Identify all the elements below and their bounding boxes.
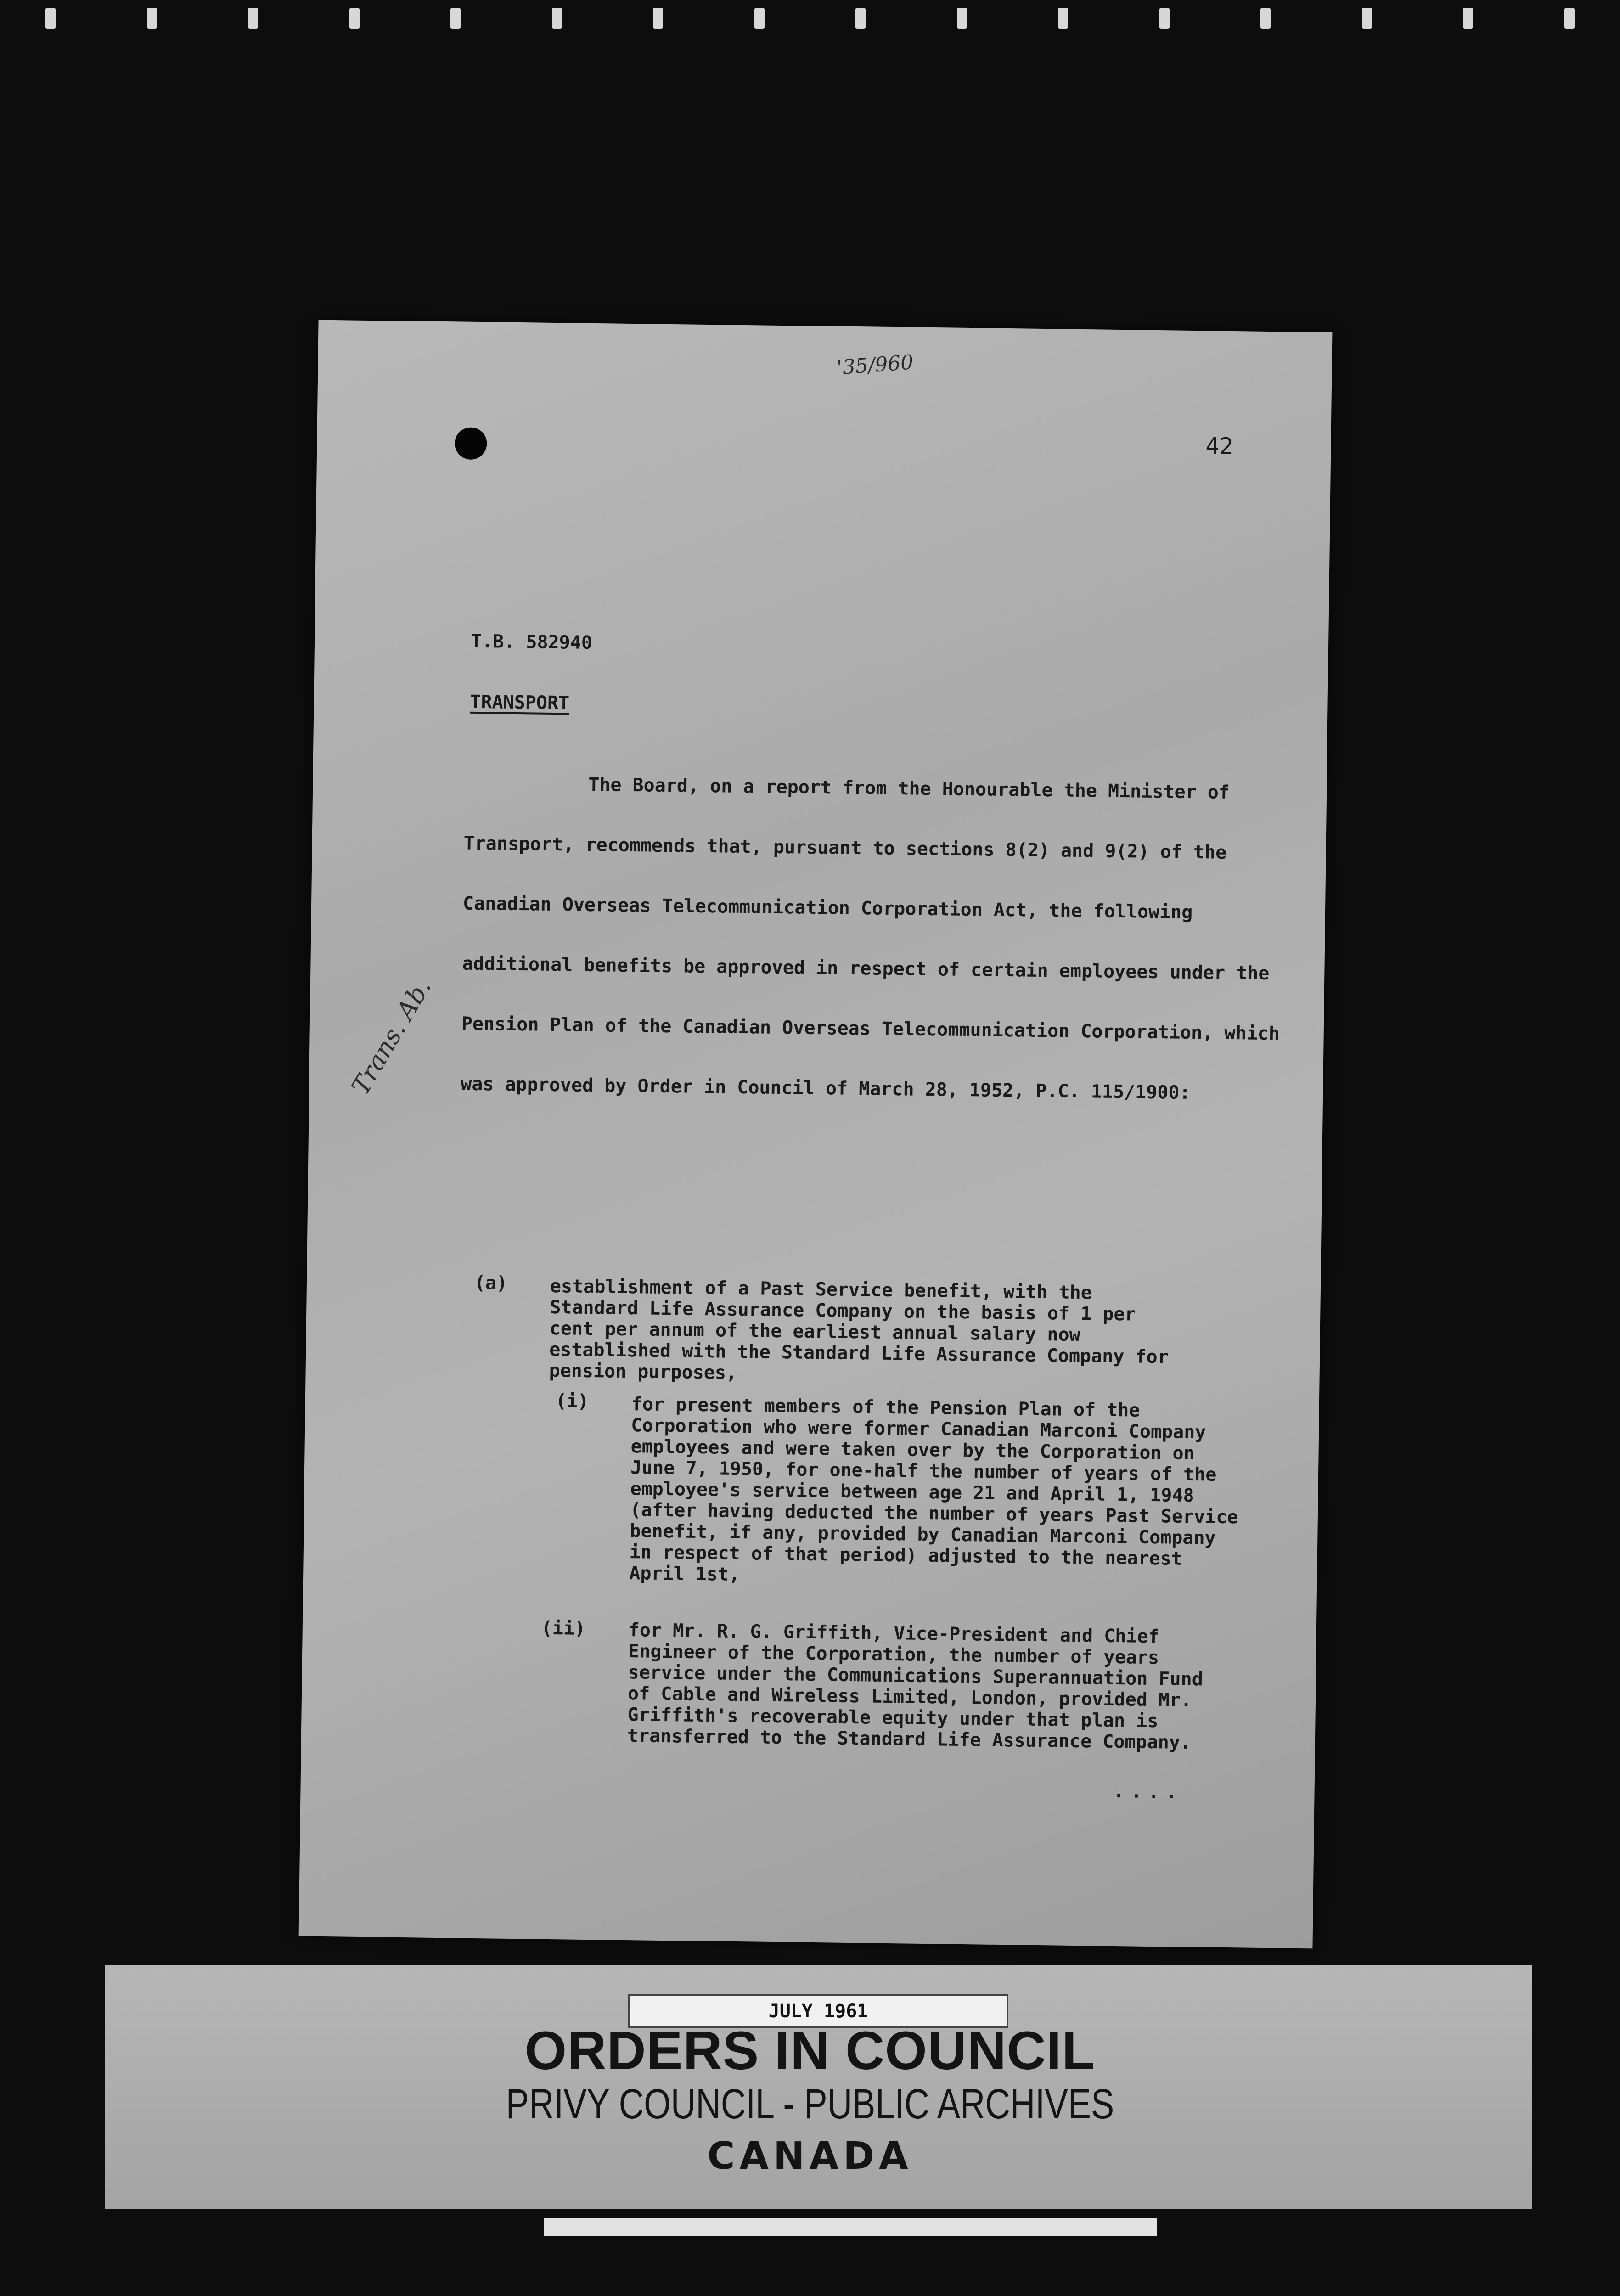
sprocket-hole [754,8,765,29]
item-a-text: establishment of a Past Service benefit, with the Standard Life Assurance Company on the basis of 1 per cent per annum of the earliest annual salary now established with the Standard Life Assurance Company for pension purposes, [549,1275,1169,1384]
item-i-label: (i) [555,1390,589,1412]
banner-country: CANADA [707,2134,913,2178]
paragraph-indent [464,789,588,791]
sprocket-hole [957,8,967,29]
continuation-dots: .... [1113,1781,1184,1803]
item-ii-label: (ii) [541,1617,586,1639]
sprocket-hole [552,8,562,29]
treasury-board-reference: T.B. 582940 [470,630,593,653]
margin-annotation: Trans. Ab. [346,974,437,1100]
file-number: '35/960 [836,350,915,380]
item-a-label: (a) [474,1272,508,1294]
sprocket-hole [450,8,461,29]
sprocket-hole [653,8,663,29]
item-ii-text: for Mr. R. G. Griffith, Vice-President and Chief Engineer of the Corporation, the number of years service under the Communications Superannuation Fund of Cable and Wireless Limited, London, provided Mr. Griffith's recoverable equity under that plan is transferred to the Standard Life Assurance Company. [627,1620,1204,1754]
sprocket-hole [1260,8,1271,29]
typed-document-page [299,320,1333,1949]
page-number: 42 [1205,433,1233,460]
sprocket-hole [1058,8,1068,29]
sprocket-hole [45,8,56,29]
sprocket-hole [1564,8,1575,29]
sprocket-hole [1362,8,1372,29]
body-paragraph-text: The Board, on a report from the Honourable the Minister of Transport, recommends that, pursuant to sections 8(2) and 9(2) of the Canadian Overseas Telecommunication Corporation Act, the following additional benefits be approved in respect of certain employees under the Pension Plan of the Canadian Overseas Telecommunication Corporation, which was approved by Order in Council of March 28, 1952, P.C. 115/1900: [460,774,1280,1103]
film-sprocket-strip [0,0,1620,37]
sprocket-hole [1159,8,1170,29]
body-paragraph [460,754,1286,1125]
sprocket-hole [147,8,157,29]
film-bottom-strip [544,2218,1157,2236]
sprocket-hole [1463,8,1473,29]
banner-title: ORDERS IN COUNCIL [524,2020,1096,2081]
item-i-text: for present members of the Pension Plan of the Corporation who were former Canadian Marconi Company employees and were taken over by the Corporation on June 7, 1950, for one-half the number of years of the employee's service between age 21 and April 1, 1948 (after having deducted the number of years Past Service benefit, if any, provided by Canadian Marconi Company in respect of that period) adjusted to the nearest April 1st, [629,1394,1238,1586]
punch-hole [455,427,487,460]
sprocket-hole [855,8,866,29]
sprocket-hole [349,8,360,29]
banner-subtitle: PRIVY COUNCIL - PUBLIC ARCHIVES [506,2081,1114,2127]
department-heading: TRANSPORT [470,691,570,714]
sprocket-hole [248,8,258,29]
archive-date-label: JULY 1961 [628,1994,1008,2028]
